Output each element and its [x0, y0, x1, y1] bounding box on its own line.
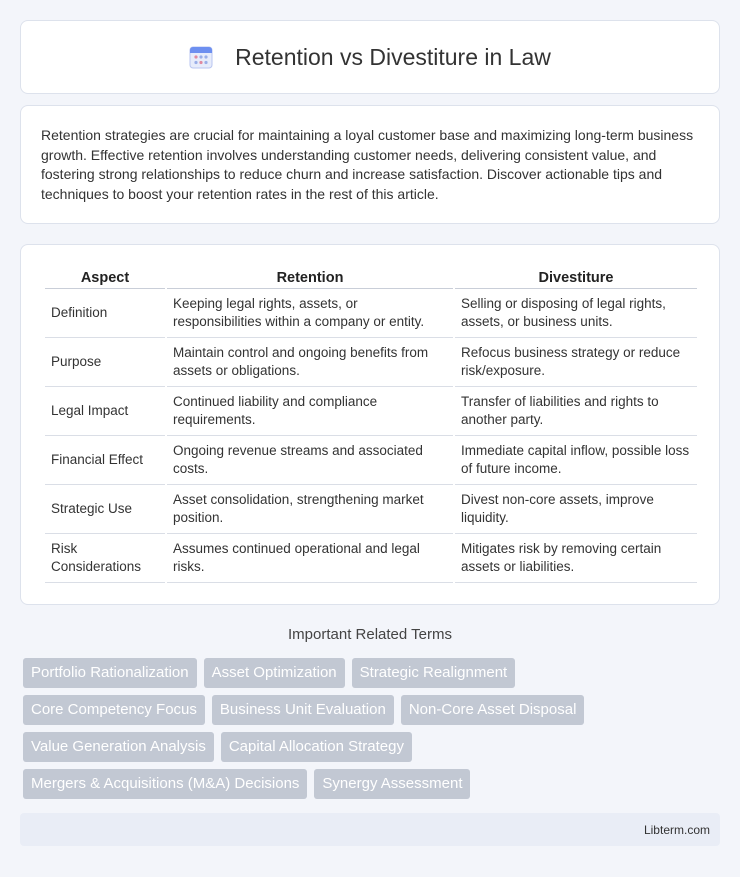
divestiture-cell: Selling or disposing of legal rights, assets, or business units.	[455, 289, 697, 338]
table-header-row	[45, 267, 697, 289]
divestiture-cell: Mitigates risk by removing certain assets or liabilities.	[455, 534, 697, 583]
related-terms-title: Important Related Terms	[288, 626, 452, 643]
retention-cell: Maintain control and ongoing benefits from assets or obligations.	[167, 338, 453, 387]
tag-row	[23, 769, 723, 799]
related-term-tag[interactable]: Asset Optimization	[204, 658, 345, 688]
related-term-tag[interactable]: Synergy Assessment	[314, 769, 470, 799]
intro-text: Retention strategies are crucial for maintaining a loyal customer base and maximizing long-term business growth. Effective retention involves understanding customer needs, delivering consistent value, and fostering strong relationships to reduce churn and increase satisfaction. Discover actionable tips and techniques to boost your retention rates in the rest of this article.	[41, 127, 694, 202]
tag-row	[23, 695, 723, 725]
table-row	[45, 289, 697, 338]
related-term-tag[interactable]: Non-Core Asset Disposal	[401, 695, 585, 725]
aspect-cell: Risk Considerations	[45, 534, 165, 583]
table-row	[45, 534, 697, 583]
aspect-cell: Financial Effect	[45, 436, 165, 485]
table-row	[45, 387, 697, 436]
related-terms-list	[23, 658, 723, 806]
retention-cell: Assumes continued operational and legal risks.	[167, 534, 453, 583]
divestiture-cell: Divest non-core assets, improve liquidity.	[455, 485, 697, 534]
page-title: Retention vs Divestiture in Law	[235, 43, 551, 70]
comparison-table	[43, 267, 699, 583]
table-row	[45, 436, 697, 485]
aspect-cell: Strategic Use	[45, 485, 165, 534]
divestiture-cell: Immediate capital inflow, possible loss of future income.	[455, 436, 697, 485]
aspect-cell: Purpose	[45, 338, 165, 387]
table-row	[45, 485, 697, 534]
divestiture-cell: Refocus business strategy or reduce risk/exposure.	[455, 338, 697, 387]
header-aspect: Aspect	[45, 267, 165, 289]
aspect-cell: Definition	[45, 289, 165, 338]
related-term-tag[interactable]: Core Competency Focus	[23, 695, 205, 725]
related-term-tag[interactable]: Capital Allocation Strategy	[221, 732, 412, 762]
calendar-grid-icon	[189, 45, 213, 69]
tag-row	[23, 658, 723, 688]
footer-brand[interactable]: Libterm.com	[643, 822, 710, 837]
header-retention: Retention	[167, 267, 453, 289]
tag-row	[23, 732, 723, 762]
table-row	[45, 338, 697, 387]
aspect-cell: Legal Impact	[45, 387, 165, 436]
footer	[20, 813, 720, 846]
divestiture-cell: Transfer of liabilities and rights to another party.	[455, 387, 697, 436]
related-term-tag[interactable]: Business Unit Evaluation	[212, 695, 394, 725]
retention-cell: Ongoing revenue streams and associated costs.	[167, 436, 453, 485]
retention-cell: Asset consolidation, strengthening market position.	[167, 485, 453, 534]
related-term-tag[interactable]: Strategic Realignment	[352, 658, 516, 688]
comparison-card	[20, 244, 720, 605]
header-divestiture: Divestiture	[455, 267, 697, 289]
related-term-tag[interactable]: Portfolio Rationalization	[23, 658, 197, 688]
related-term-tag[interactable]: Mergers & Acquisitions (M&A) Decisions	[23, 769, 307, 799]
header-card	[20, 20, 720, 94]
intro-card	[20, 105, 720, 224]
related-term-tag[interactable]: Value Generation Analysis	[23, 732, 214, 762]
retention-cell: Keeping legal rights, assets, or responsibilities within a company or entity.	[167, 289, 453, 338]
retention-cell: Continued liability and compliance requirements.	[167, 387, 453, 436]
